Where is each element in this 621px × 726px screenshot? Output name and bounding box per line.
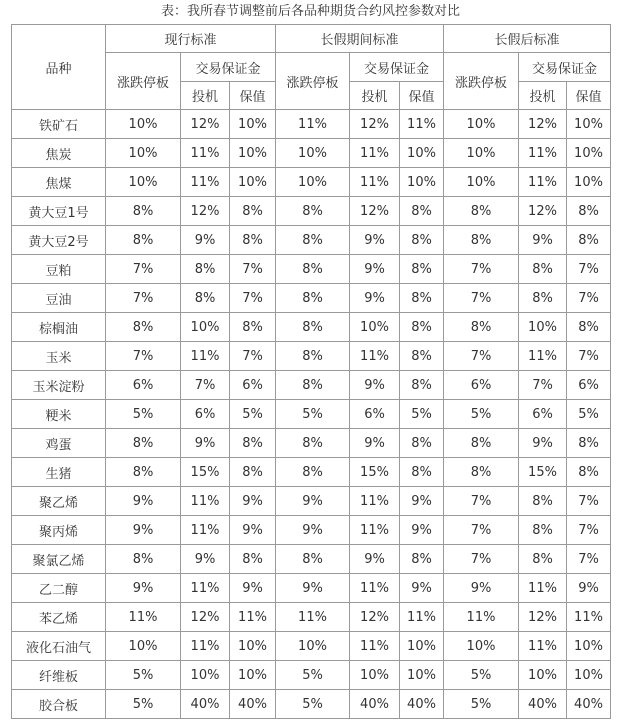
value-cell: 10% bbox=[230, 632, 276, 661]
value-cell: 9% bbox=[519, 429, 567, 458]
value-cell: 12% bbox=[181, 197, 230, 226]
risk-parameter-table bbox=[11, 24, 611, 719]
value-cell: 8% bbox=[400, 371, 444, 400]
value-cell: 8% bbox=[567, 226, 611, 255]
header-margin-current: 交易保证金 bbox=[181, 53, 276, 82]
value-cell: 8% bbox=[400, 545, 444, 574]
value-cell: 10% bbox=[567, 139, 611, 168]
value-cell: 11% bbox=[181, 574, 230, 603]
value-cell: 7% bbox=[230, 255, 276, 284]
value-cell: 10% bbox=[444, 110, 519, 139]
value-cell: 7% bbox=[567, 487, 611, 516]
value-cell: 11% bbox=[350, 516, 400, 545]
value-cell: 7% bbox=[444, 255, 519, 284]
value-cell: 10% bbox=[400, 661, 444, 690]
value-cell: 8% bbox=[276, 226, 350, 255]
value-cell: 11% bbox=[519, 342, 567, 371]
value-cell: 8% bbox=[276, 255, 350, 284]
value-cell: 10% bbox=[230, 168, 276, 197]
value-cell: 10% bbox=[230, 110, 276, 139]
product-name-cell: 苯乙烯 bbox=[12, 603, 106, 632]
value-cell: 5% bbox=[444, 400, 519, 429]
product-name-cell: 玉米 bbox=[12, 342, 106, 371]
table-row bbox=[12, 371, 611, 400]
table-row bbox=[12, 661, 611, 690]
header-limit-during: 涨跌停板 bbox=[276, 53, 350, 110]
value-cell: 8% bbox=[276, 313, 350, 342]
value-cell: 8% bbox=[106, 313, 181, 342]
value-cell: 6% bbox=[230, 371, 276, 400]
value-cell: 10% bbox=[276, 632, 350, 661]
table-row bbox=[12, 400, 611, 429]
header-group-after: 长假后标准 bbox=[444, 25, 611, 53]
value-cell: 11% bbox=[181, 342, 230, 371]
table-row bbox=[12, 632, 611, 661]
value-cell: 8% bbox=[519, 487, 567, 516]
value-cell: 40% bbox=[519, 690, 567, 719]
value-cell: 8% bbox=[400, 313, 444, 342]
value-cell: 7% bbox=[444, 487, 519, 516]
value-cell: 10% bbox=[230, 661, 276, 690]
product-name-cell: 乙二醇 bbox=[12, 574, 106, 603]
value-cell: 9% bbox=[400, 516, 444, 545]
value-cell: 11% bbox=[181, 168, 230, 197]
product-name-cell: 玉米淀粉 bbox=[12, 371, 106, 400]
value-cell: 9% bbox=[350, 226, 400, 255]
value-cell: 8% bbox=[230, 197, 276, 226]
value-cell: 8% bbox=[230, 545, 276, 574]
value-cell: 7% bbox=[519, 371, 567, 400]
value-cell: 11% bbox=[400, 110, 444, 139]
value-cell: 40% bbox=[181, 690, 230, 719]
value-cell: 9% bbox=[230, 516, 276, 545]
value-cell: 7% bbox=[567, 255, 611, 284]
value-cell: 9% bbox=[350, 429, 400, 458]
value-cell: 5% bbox=[106, 690, 181, 719]
value-cell: 11% bbox=[444, 603, 519, 632]
value-cell: 5% bbox=[230, 400, 276, 429]
value-cell: 9% bbox=[400, 574, 444, 603]
value-cell: 8% bbox=[106, 197, 181, 226]
value-cell: 10% bbox=[230, 139, 276, 168]
value-cell: 12% bbox=[350, 197, 400, 226]
value-cell: 40% bbox=[230, 690, 276, 719]
table-row bbox=[12, 342, 611, 371]
table-row bbox=[12, 487, 611, 516]
value-cell: 8% bbox=[106, 429, 181, 458]
value-cell: 8% bbox=[106, 458, 181, 487]
product-name-cell: 铁矿石 bbox=[12, 110, 106, 139]
value-cell: 6% bbox=[350, 400, 400, 429]
value-cell: 5% bbox=[276, 690, 350, 719]
value-cell: 9% bbox=[567, 574, 611, 603]
value-cell: 6% bbox=[106, 371, 181, 400]
table-row bbox=[12, 197, 611, 226]
header-hedge-after: 保值 bbox=[567, 82, 611, 110]
table-body bbox=[12, 110, 611, 719]
value-cell: 11% bbox=[181, 516, 230, 545]
value-cell: 8% bbox=[567, 429, 611, 458]
value-cell: 8% bbox=[567, 458, 611, 487]
value-cell: 8% bbox=[106, 226, 181, 255]
value-cell: 7% bbox=[106, 255, 181, 284]
value-cell: 8% bbox=[400, 458, 444, 487]
value-cell: 9% bbox=[106, 516, 181, 545]
value-cell: 11% bbox=[181, 487, 230, 516]
value-cell: 7% bbox=[567, 284, 611, 313]
value-cell: 7% bbox=[567, 516, 611, 545]
value-cell: 10% bbox=[350, 313, 400, 342]
table-row bbox=[12, 429, 611, 458]
value-cell: 10% bbox=[181, 661, 230, 690]
value-cell: 8% bbox=[444, 197, 519, 226]
value-cell: 6% bbox=[444, 371, 519, 400]
header-hedge-during: 保值 bbox=[400, 82, 444, 110]
table-row bbox=[12, 574, 611, 603]
value-cell: 10% bbox=[400, 139, 444, 168]
value-cell: 5% bbox=[276, 400, 350, 429]
value-cell: 8% bbox=[181, 255, 230, 284]
value-cell: 10% bbox=[106, 110, 181, 139]
value-cell: 8% bbox=[230, 226, 276, 255]
value-cell: 5% bbox=[567, 400, 611, 429]
value-cell: 11% bbox=[519, 632, 567, 661]
value-cell: 11% bbox=[276, 110, 350, 139]
header-limit-current: 涨跌停板 bbox=[106, 53, 181, 110]
value-cell: 7% bbox=[181, 371, 230, 400]
value-cell: 8% bbox=[276, 371, 350, 400]
value-cell: 40% bbox=[400, 690, 444, 719]
value-cell: 11% bbox=[519, 168, 567, 197]
value-cell: 10% bbox=[567, 661, 611, 690]
value-cell: 9% bbox=[350, 545, 400, 574]
value-cell: 10% bbox=[106, 168, 181, 197]
table-row bbox=[12, 284, 611, 313]
value-cell: 10% bbox=[276, 139, 350, 168]
value-cell: 8% bbox=[181, 284, 230, 313]
header-spec-during: 投机 bbox=[350, 82, 400, 110]
value-cell: 40% bbox=[567, 690, 611, 719]
value-cell: 10% bbox=[350, 661, 400, 690]
value-cell: 8% bbox=[276, 284, 350, 313]
value-cell: 10% bbox=[400, 168, 444, 197]
product-name-cell: 聚氯乙烯 bbox=[12, 545, 106, 574]
value-cell: 8% bbox=[400, 226, 444, 255]
product-name-cell: 聚丙烯 bbox=[12, 516, 106, 545]
product-name-cell: 纤维板 bbox=[12, 661, 106, 690]
value-cell: 15% bbox=[519, 458, 567, 487]
table-row bbox=[12, 690, 611, 719]
value-cell: 7% bbox=[230, 342, 276, 371]
table-row bbox=[12, 139, 611, 168]
product-name-cell: 液化石油气 bbox=[12, 632, 106, 661]
value-cell: 11% bbox=[181, 632, 230, 661]
value-cell: 10% bbox=[444, 139, 519, 168]
value-cell: 5% bbox=[444, 690, 519, 719]
value-cell: 12% bbox=[519, 197, 567, 226]
value-cell: 11% bbox=[106, 603, 181, 632]
product-name-cell: 黄大豆2号 bbox=[12, 226, 106, 255]
value-cell: 7% bbox=[444, 284, 519, 313]
table-row bbox=[12, 255, 611, 284]
value-cell: 10% bbox=[106, 632, 181, 661]
value-cell: 8% bbox=[276, 545, 350, 574]
header-hedge-current: 保值 bbox=[230, 82, 276, 110]
value-cell: 7% bbox=[444, 516, 519, 545]
value-cell: 12% bbox=[350, 603, 400, 632]
value-cell: 11% bbox=[350, 574, 400, 603]
value-cell: 9% bbox=[276, 487, 350, 516]
product-name-cell: 棕榈油 bbox=[12, 313, 106, 342]
value-cell: 10% bbox=[400, 632, 444, 661]
value-cell: 9% bbox=[519, 226, 567, 255]
value-cell: 10% bbox=[444, 168, 519, 197]
value-cell: 5% bbox=[276, 661, 350, 690]
value-cell: 8% bbox=[519, 516, 567, 545]
value-cell: 11% bbox=[350, 168, 400, 197]
value-cell: 7% bbox=[567, 545, 611, 574]
value-cell: 8% bbox=[444, 429, 519, 458]
product-name-cell: 黄大豆1号 bbox=[12, 197, 106, 226]
value-cell: 8% bbox=[276, 429, 350, 458]
value-cell: 12% bbox=[519, 110, 567, 139]
header-margin-during: 交易保证金 bbox=[350, 53, 444, 82]
value-cell: 8% bbox=[276, 458, 350, 487]
value-cell: 11% bbox=[350, 139, 400, 168]
value-cell: 9% bbox=[230, 574, 276, 603]
table-row bbox=[12, 168, 611, 197]
value-cell: 9% bbox=[276, 516, 350, 545]
value-cell: 9% bbox=[106, 487, 181, 516]
value-cell: 8% bbox=[444, 313, 519, 342]
product-name-cell: 豆油 bbox=[12, 284, 106, 313]
value-cell: 7% bbox=[106, 342, 181, 371]
value-cell: 10% bbox=[276, 168, 350, 197]
value-cell: 10% bbox=[519, 313, 567, 342]
value-cell: 11% bbox=[350, 632, 400, 661]
value-cell: 40% bbox=[350, 690, 400, 719]
value-cell: 8% bbox=[230, 458, 276, 487]
value-cell: 9% bbox=[106, 574, 181, 603]
value-cell: 7% bbox=[444, 342, 519, 371]
value-cell: 12% bbox=[181, 110, 230, 139]
table-row bbox=[12, 458, 611, 487]
value-cell: 8% bbox=[230, 429, 276, 458]
value-cell: 11% bbox=[400, 603, 444, 632]
value-cell: 6% bbox=[567, 371, 611, 400]
product-name-cell: 焦煤 bbox=[12, 168, 106, 197]
value-cell: 10% bbox=[444, 632, 519, 661]
value-cell: 12% bbox=[181, 603, 230, 632]
value-cell: 8% bbox=[519, 255, 567, 284]
value-cell: 7% bbox=[567, 342, 611, 371]
value-cell: 9% bbox=[400, 487, 444, 516]
value-cell: 12% bbox=[519, 603, 567, 632]
value-cell: 11% bbox=[230, 603, 276, 632]
value-cell: 8% bbox=[567, 313, 611, 342]
value-cell: 10% bbox=[567, 110, 611, 139]
table-row bbox=[12, 545, 611, 574]
product-name-cell: 聚乙烯 bbox=[12, 487, 106, 516]
header-margin-after: 交易保证金 bbox=[519, 53, 611, 82]
value-cell: 8% bbox=[400, 284, 444, 313]
value-cell: 9% bbox=[350, 284, 400, 313]
value-cell: 6% bbox=[181, 400, 230, 429]
value-cell: 12% bbox=[350, 110, 400, 139]
value-cell: 8% bbox=[276, 342, 350, 371]
value-cell: 15% bbox=[181, 458, 230, 487]
value-cell: 5% bbox=[444, 661, 519, 690]
value-cell: 8% bbox=[519, 284, 567, 313]
value-cell: 9% bbox=[181, 226, 230, 255]
header-product: 品种 bbox=[12, 25, 106, 110]
value-cell: 8% bbox=[400, 197, 444, 226]
value-cell: 8% bbox=[400, 255, 444, 284]
table-row bbox=[12, 516, 611, 545]
header-group-during: 长假期间标准 bbox=[276, 25, 444, 53]
value-cell: 8% bbox=[106, 545, 181, 574]
value-cell: 10% bbox=[181, 313, 230, 342]
value-cell: 11% bbox=[350, 342, 400, 371]
product-name-cell: 焦炭 bbox=[12, 139, 106, 168]
product-name-cell: 鸡蛋 bbox=[12, 429, 106, 458]
table-row bbox=[12, 226, 611, 255]
table-row bbox=[12, 603, 611, 632]
value-cell: 11% bbox=[276, 603, 350, 632]
value-cell: 9% bbox=[350, 255, 400, 284]
product-name-cell: 粳米 bbox=[12, 400, 106, 429]
product-name-cell: 生猪 bbox=[12, 458, 106, 487]
value-cell: 8% bbox=[400, 342, 444, 371]
table-caption: 表：我所春节调整前后各品种期货合约风控参数对比 bbox=[160, 4, 460, 19]
value-cell: 7% bbox=[106, 284, 181, 313]
product-name-cell: 豆粕 bbox=[12, 255, 106, 284]
table-row bbox=[12, 313, 611, 342]
value-cell: 11% bbox=[350, 487, 400, 516]
value-cell: 11% bbox=[519, 574, 567, 603]
value-cell: 10% bbox=[567, 168, 611, 197]
value-cell: 9% bbox=[181, 545, 230, 574]
value-cell: 8% bbox=[276, 197, 350, 226]
header-spec-current: 投机 bbox=[181, 82, 230, 110]
value-cell: 9% bbox=[350, 371, 400, 400]
value-cell: 10% bbox=[567, 632, 611, 661]
value-cell: 5% bbox=[106, 400, 181, 429]
value-cell: 10% bbox=[106, 139, 181, 168]
header-group-current: 现行标准 bbox=[106, 25, 276, 53]
value-cell: 8% bbox=[567, 197, 611, 226]
value-cell: 9% bbox=[276, 574, 350, 603]
value-cell: 8% bbox=[444, 458, 519, 487]
value-cell: 5% bbox=[106, 661, 181, 690]
value-cell: 11% bbox=[181, 139, 230, 168]
value-cell: 6% bbox=[519, 400, 567, 429]
header-limit-after: 涨跌停板 bbox=[444, 53, 519, 110]
value-cell: 8% bbox=[519, 545, 567, 574]
value-cell: 8% bbox=[444, 226, 519, 255]
value-cell: 8% bbox=[400, 429, 444, 458]
value-cell: 15% bbox=[350, 458, 400, 487]
value-cell: 11% bbox=[567, 603, 611, 632]
product-name-cell: 胶合板 bbox=[12, 690, 106, 719]
value-cell: 7% bbox=[444, 545, 519, 574]
header-spec-after: 投机 bbox=[519, 82, 567, 110]
value-cell: 9% bbox=[181, 429, 230, 458]
value-cell: 8% bbox=[230, 313, 276, 342]
value-cell: 10% bbox=[519, 661, 567, 690]
value-cell: 9% bbox=[230, 487, 276, 516]
value-cell: 11% bbox=[519, 139, 567, 168]
table-row bbox=[12, 110, 611, 139]
value-cell: 9% bbox=[444, 574, 519, 603]
value-cell: 7% bbox=[230, 284, 276, 313]
value-cell: 5% bbox=[400, 400, 444, 429]
